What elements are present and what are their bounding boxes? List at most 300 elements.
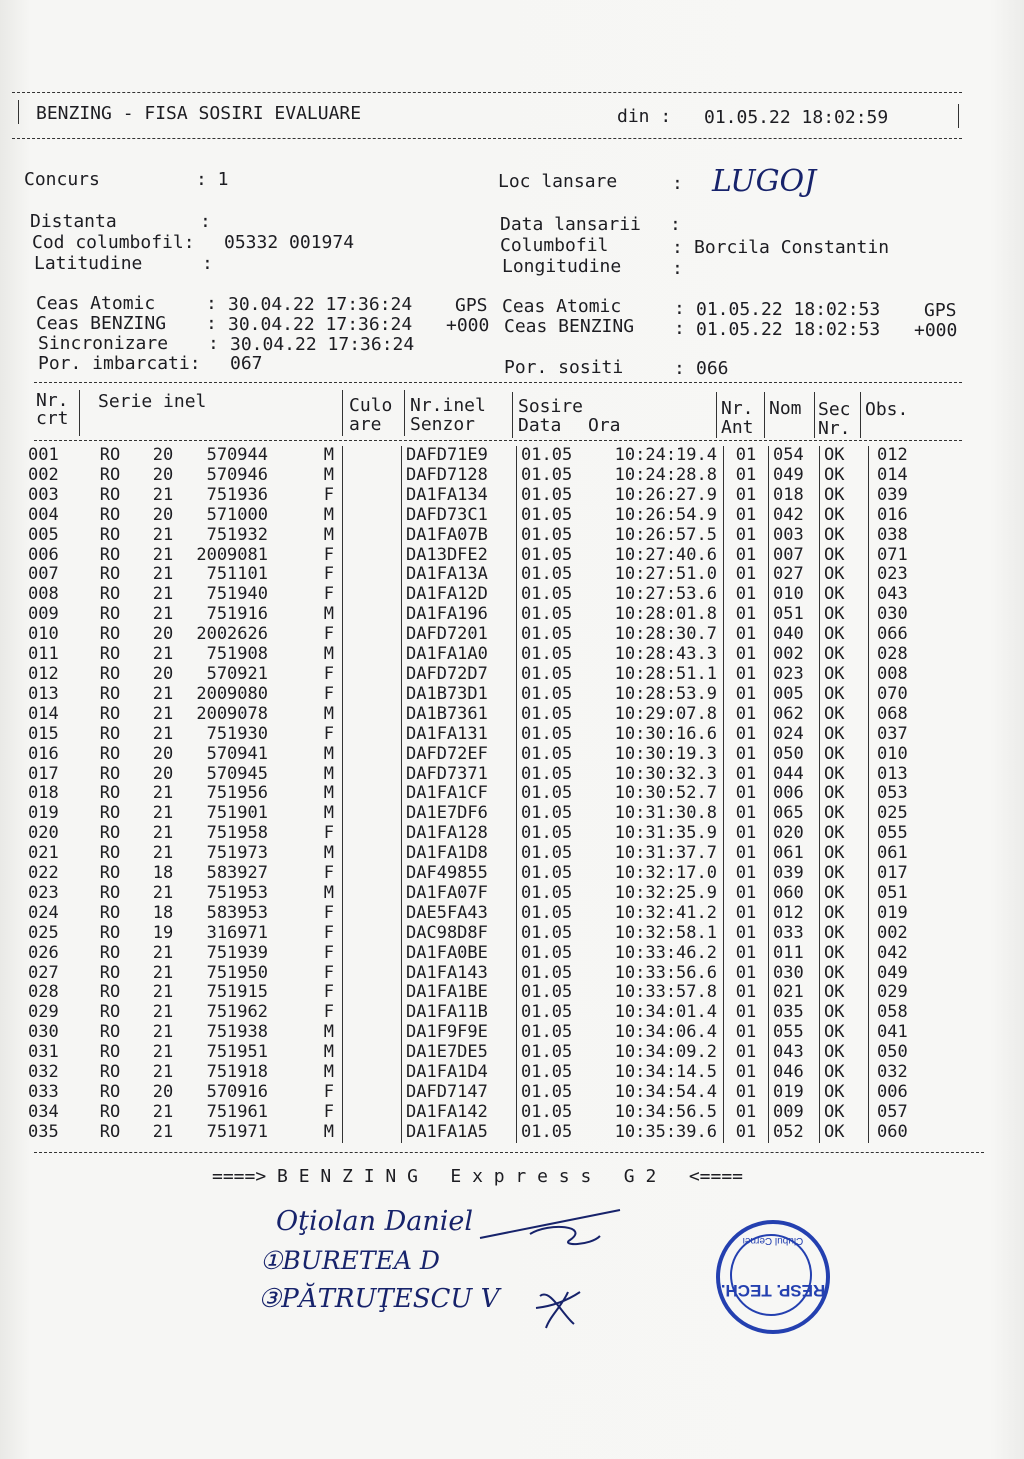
ceas-benzing-label-end: Ceas BENZING xyxy=(504,316,635,337)
cell-date: 01.05 xyxy=(517,1003,590,1023)
cell-date: 01.05 xyxy=(517,526,590,546)
cell-yr: 18 xyxy=(152,902,174,923)
ceas-benzing-start: 30.04.22 17:36:24 xyxy=(228,314,413,335)
cell-color xyxy=(343,824,402,844)
cell-yr: 21 xyxy=(152,962,174,983)
cell-nr: 026 xyxy=(28,942,59,963)
col-ora: Ora xyxy=(588,415,621,436)
cell-color xyxy=(343,546,402,566)
cell-sec: OK xyxy=(820,605,869,625)
cell-sex: F xyxy=(323,484,334,505)
cell-obs: 006 xyxy=(869,1083,938,1103)
cell-sensor: DA1FA131 xyxy=(402,725,517,745)
cell-ring: 2009081 xyxy=(196,544,268,565)
cell-sensor: DAFD7128 xyxy=(402,466,517,486)
cell-sec: OK xyxy=(820,665,869,685)
cell-ant: 01 xyxy=(724,526,769,546)
cell-ring: 751936 xyxy=(206,484,268,505)
columbofil-label: Columbofil xyxy=(500,235,609,256)
table-row xyxy=(28,506,937,526)
cell-color xyxy=(343,506,402,526)
cell-ring: 751956 xyxy=(206,783,268,804)
cell-nom: 054 xyxy=(769,446,820,466)
cell-obs: 066 xyxy=(869,625,938,645)
cell-nom: 009 xyxy=(769,1103,820,1123)
cell-yr: 21 xyxy=(152,703,174,724)
cell-date: 01.05 xyxy=(517,685,590,705)
cell-ant: 01 xyxy=(724,665,769,685)
table-row xyxy=(28,645,937,665)
signature-mark xyxy=(536,1292,580,1328)
header-right-bar xyxy=(958,104,959,128)
cell-time: 10:27:53.6 xyxy=(614,584,717,605)
cell-sec: OK xyxy=(820,844,869,864)
cell-ant: 01 xyxy=(724,924,769,944)
hdr-divider-3 xyxy=(404,390,405,436)
loc-lansare-label: Loc lansare xyxy=(498,171,618,192)
hdr-divider-1 xyxy=(79,390,80,436)
cell-yr: 21 xyxy=(152,683,174,704)
cell-yr: 20 xyxy=(152,663,174,684)
cell-ro: RO xyxy=(99,863,121,884)
cell-sec: OK xyxy=(820,784,869,804)
cell-sex: F xyxy=(323,922,334,943)
cell-date: 01.05 xyxy=(517,665,590,685)
cell-ro: RO xyxy=(99,743,121,764)
cell-nr: 027 xyxy=(28,962,59,983)
cell-ro: RO xyxy=(99,902,121,923)
cell-sex: F xyxy=(323,1002,334,1023)
imbarcati-label: Por. imbarcati: xyxy=(38,353,201,374)
cell-color xyxy=(343,964,402,984)
cell-yr: 21 xyxy=(152,1002,174,1023)
latitudine-label: Latitudine xyxy=(34,253,143,274)
cell-sec: OK xyxy=(820,864,869,884)
cell-sec: OK xyxy=(820,884,869,904)
cell-obs: 050 xyxy=(869,1043,938,1063)
cell-ro: RO xyxy=(99,484,121,505)
cell-sex: F xyxy=(323,544,334,565)
table-row xyxy=(28,446,937,466)
cell-date: 01.05 xyxy=(517,824,590,844)
cell-sex: M xyxy=(323,763,334,784)
cell-color xyxy=(343,645,402,665)
cell-obs: 028 xyxy=(869,645,938,665)
cell-date: 01.05 xyxy=(517,884,590,904)
col-sosire: Sosire xyxy=(518,396,584,417)
cell-nom: 050 xyxy=(769,745,820,765)
table-row xyxy=(28,1003,937,1023)
cell-sec: OK xyxy=(820,625,869,645)
cell-time: 10:33:57.8 xyxy=(614,982,717,1003)
cell-ant: 01 xyxy=(724,585,769,605)
cell-sex: M xyxy=(323,464,334,485)
cell-sex: F xyxy=(323,584,334,605)
cell-color xyxy=(343,446,402,466)
cell-ant: 01 xyxy=(724,884,769,904)
cell-ant: 01 xyxy=(724,765,769,785)
cell-time: 10:33:56.6 xyxy=(614,962,717,983)
cell-ro: RO xyxy=(99,962,121,983)
cell-sex: F xyxy=(323,1101,334,1122)
cell-ring: 751973 xyxy=(206,843,268,864)
cell-nom: 011 xyxy=(769,944,820,964)
cell-obs: 071 xyxy=(869,546,938,566)
cell-date: 01.05 xyxy=(517,1043,590,1063)
cell-date: 01.05 xyxy=(517,844,590,864)
cell-nom: 021 xyxy=(769,983,820,1003)
cell-color xyxy=(343,705,402,725)
cell-sensor: DAC98D8F xyxy=(402,924,517,944)
cell-yr: 21 xyxy=(152,843,174,864)
cell-nom: 012 xyxy=(769,904,820,924)
cell-nom: 046 xyxy=(769,1063,820,1083)
sincronizare-value: 30.04.22 17:36:24 xyxy=(230,334,415,355)
cell-nr: 012 xyxy=(28,663,59,684)
cell-sex: M xyxy=(323,604,334,625)
cell-nom: 049 xyxy=(769,466,820,486)
cell-sensor: DA1FA196 xyxy=(402,605,517,625)
cell-ro: RO xyxy=(99,464,121,485)
col-nom: Nom xyxy=(769,398,802,419)
cell-sec: OK xyxy=(820,585,869,605)
cell-ring: 571000 xyxy=(206,504,268,525)
cell-ro: RO xyxy=(99,763,121,784)
cell-ro: RO xyxy=(99,723,121,744)
cell-nom: 052 xyxy=(769,1123,820,1143)
cell-nr: 021 xyxy=(28,843,59,864)
cell-ring: 583927 xyxy=(206,863,268,884)
header-left-bar xyxy=(18,100,19,124)
cell-color xyxy=(343,1083,402,1103)
cell-ro: RO xyxy=(99,683,121,704)
footer-banner: ====> B E N Z I N G E x p r e s s G 2 <==== xyxy=(212,1166,744,1187)
cell-obs: 043 xyxy=(869,585,938,605)
table-bottom-border xyxy=(34,1152,984,1153)
cell-obs: 002 xyxy=(869,924,938,944)
cell-time: 10:32:41.2 xyxy=(614,902,717,923)
table-row xyxy=(28,844,937,864)
cell-color xyxy=(343,725,402,745)
cell-ant: 01 xyxy=(724,446,769,466)
cell-obs: 032 xyxy=(869,1063,938,1083)
col-nr-ant: Nr. xyxy=(721,398,754,419)
cell-nom: 039 xyxy=(769,864,820,884)
cell-date: 01.05 xyxy=(517,486,590,506)
cell-sensor: DA1FA143 xyxy=(402,964,517,984)
cell-yr: 21 xyxy=(152,1022,174,1043)
cell-ro: RO xyxy=(99,882,121,903)
cell-ant: 01 xyxy=(724,506,769,526)
table-row xyxy=(28,944,937,964)
cell-ro: RO xyxy=(99,823,121,844)
cell-ro: RO xyxy=(99,1082,121,1102)
cell-sec: OK xyxy=(820,1043,869,1063)
cell-sensor: DA1FA1D4 xyxy=(402,1063,517,1083)
cell-time: 10:32:25.9 xyxy=(614,882,717,903)
cell-yr: 20 xyxy=(152,624,174,645)
table-row xyxy=(28,526,937,546)
cell-date: 01.05 xyxy=(517,546,590,566)
cell-ring: 583953 xyxy=(206,902,268,923)
cell-date: 01.05 xyxy=(517,765,590,785)
cell-sec: OK xyxy=(820,685,869,705)
cell-sex: F xyxy=(323,823,334,844)
cell-sex: F xyxy=(323,982,334,1003)
table-row xyxy=(28,585,937,605)
ceas-benzing-colon: : xyxy=(206,313,217,334)
cell-nr: 001 xyxy=(28,445,59,465)
cell-date: 01.05 xyxy=(517,1083,590,1103)
cell-sec: OK xyxy=(820,446,869,466)
cell-color xyxy=(343,1063,402,1083)
cell-sec: OK xyxy=(820,1103,869,1123)
cell-obs: 051 xyxy=(869,884,938,904)
cell-time: 10:34:06.4 xyxy=(614,1022,717,1043)
cell-sensor: DA1FA1BE xyxy=(402,983,517,1003)
cell-color xyxy=(343,565,402,585)
cell-color xyxy=(343,526,402,546)
cell-nom: 023 xyxy=(769,665,820,685)
cell-obs: 014 xyxy=(869,466,938,486)
cell-date: 01.05 xyxy=(517,904,590,924)
cell-ant: 01 xyxy=(724,725,769,745)
table-row xyxy=(28,546,937,566)
cell-ring: 751930 xyxy=(206,723,268,744)
cell-color xyxy=(343,765,402,785)
cell-ro: RO xyxy=(99,624,121,645)
cell-ant: 01 xyxy=(724,565,769,585)
cell-yr: 20 xyxy=(152,1082,174,1102)
cell-time: 10:24:19.4 xyxy=(614,445,717,465)
hdr-divider-6 xyxy=(764,392,765,438)
cell-color xyxy=(343,1023,402,1043)
cell-color xyxy=(343,605,402,625)
longitudine-colon: : xyxy=(672,258,683,279)
cell-ant: 01 xyxy=(724,784,769,804)
cell-yr: 20 xyxy=(152,464,174,485)
cell-yr: 21 xyxy=(152,783,174,804)
cell-ant: 01 xyxy=(724,685,769,705)
cell-ring: 751950 xyxy=(206,962,268,983)
cell-nr: 008 xyxy=(28,584,59,605)
cell-obs: 060 xyxy=(869,1123,938,1143)
table-header-border xyxy=(34,440,962,441)
cell-ant: 01 xyxy=(724,1123,769,1143)
table-row xyxy=(28,864,937,884)
cell-ring: 751962 xyxy=(206,1002,268,1023)
cell-ant: 01 xyxy=(724,466,769,486)
cell-obs: 025 xyxy=(869,804,938,824)
cell-nr: 019 xyxy=(28,803,59,824)
cell-ant: 01 xyxy=(724,486,769,506)
cell-sensor: DA1E7DE5 xyxy=(402,1043,517,1063)
cell-color xyxy=(343,486,402,506)
cell-ant: 01 xyxy=(724,844,769,864)
sincronizare-colon: : xyxy=(208,333,219,354)
cell-obs: 029 xyxy=(869,983,938,1003)
cell-time: 10:28:53.9 xyxy=(614,683,717,704)
table-row xyxy=(28,1123,937,1143)
cell-time: 10:26:27.9 xyxy=(614,484,717,505)
cell-nom: 030 xyxy=(769,964,820,984)
ceas-atomic-start: 30.04.22 17:36:24 xyxy=(228,294,413,315)
cell-sensor: DAFD72D7 xyxy=(402,665,517,685)
cell-nr: 017 xyxy=(28,763,59,784)
ceas-benzing-label: Ceas BENZING xyxy=(36,313,167,334)
cell-nr: 009 xyxy=(28,604,59,625)
cell-sex: F xyxy=(323,723,334,744)
cell-yr: 20 xyxy=(152,504,174,525)
hdr-divider-8 xyxy=(860,392,861,438)
cell-color xyxy=(343,924,402,944)
cell-nom: 044 xyxy=(769,765,820,785)
cell-sensor: DA1FA0BE xyxy=(402,944,517,964)
cell-color xyxy=(343,585,402,605)
cell-ro: RO xyxy=(99,564,121,585)
cell-nr: 016 xyxy=(28,743,59,764)
cell-ant: 01 xyxy=(724,964,769,984)
offset-start: +000 xyxy=(446,315,490,336)
cell-ring: 570945 xyxy=(206,763,268,784)
cell-ant: 01 xyxy=(724,864,769,884)
cell-sex: F xyxy=(323,663,334,684)
cell-obs: 019 xyxy=(869,904,938,924)
cell-time: 10:27:40.6 xyxy=(614,544,717,565)
cell-yr: 21 xyxy=(152,1101,174,1122)
cell-ro: RO xyxy=(99,604,121,625)
gps-label-end: GPS xyxy=(924,300,957,321)
cell-ro: RO xyxy=(99,1002,121,1023)
cell-ro: RO xyxy=(99,504,121,525)
cell-sex: M xyxy=(323,1042,334,1063)
table-row xyxy=(28,705,937,725)
cell-nr: 020 xyxy=(28,823,59,844)
cell-date: 01.05 xyxy=(517,705,590,725)
cell-ring: 751951 xyxy=(206,1042,268,1063)
cell-sensor: DAFD71E9 xyxy=(402,446,517,466)
cell-sensor: DA1FA11B xyxy=(402,1003,517,1023)
cell-sex: F xyxy=(323,863,334,884)
arrivals-table-body xyxy=(28,446,937,1143)
cell-nr: 030 xyxy=(28,1022,59,1043)
col-senzor: Senzor xyxy=(410,414,476,435)
cell-date: 01.05 xyxy=(517,1063,590,1083)
cell-ring: 2009080 xyxy=(196,683,268,704)
table-row xyxy=(28,983,937,1003)
cell-color xyxy=(343,804,402,824)
cell-date: 01.05 xyxy=(517,1023,590,1043)
cell-time: 10:30:52.7 xyxy=(614,783,717,804)
cell-time: 10:35:39.6 xyxy=(614,1121,717,1142)
cell-date: 01.05 xyxy=(517,964,590,984)
cell-sex: F xyxy=(323,1082,334,1102)
cell-sex: M xyxy=(323,843,334,864)
table-row xyxy=(28,565,937,585)
loc-lansare-handwritten: LUGOJ xyxy=(712,164,817,199)
table-row xyxy=(28,824,937,844)
cell-ant: 01 xyxy=(724,645,769,665)
cell-sex: F xyxy=(323,962,334,983)
table-row xyxy=(28,884,937,904)
cell-nom: 040 xyxy=(769,625,820,645)
cell-nom: 035 xyxy=(769,1003,820,1023)
cell-time: 10:32:58.1 xyxy=(614,922,717,943)
cell-sensor: DA1FA13A xyxy=(402,565,517,585)
cell-ant: 01 xyxy=(724,824,769,844)
cell-ro: RO xyxy=(99,1042,121,1063)
cell-time: 10:28:43.3 xyxy=(614,644,717,665)
cell-sensor: DA1B7361 xyxy=(402,705,517,725)
table-row xyxy=(28,964,937,984)
cell-sec: OK xyxy=(820,765,869,785)
sositi-label: Por. sositi xyxy=(504,357,624,378)
cell-nom: 019 xyxy=(769,1083,820,1103)
cell-yr: 21 xyxy=(152,644,174,665)
cell-sex: M xyxy=(323,644,334,665)
cell-sec: OK xyxy=(820,1003,869,1023)
cell-time: 10:28:01.8 xyxy=(614,604,717,625)
cell-ring: 2009078 xyxy=(196,703,268,724)
cell-nom: 062 xyxy=(769,705,820,725)
cell-nr: 028 xyxy=(28,982,59,1003)
cell-ant: 01 xyxy=(724,904,769,924)
cell-sec: OK xyxy=(820,526,869,546)
cell-sec: OK xyxy=(820,944,869,964)
cell-ant: 01 xyxy=(724,625,769,645)
cell-nom: 018 xyxy=(769,486,820,506)
cell-sex: F xyxy=(323,683,334,704)
cell-sec: OK xyxy=(820,904,869,924)
cell-ring: 570946 xyxy=(206,464,268,485)
cell-sec: OK xyxy=(820,565,869,585)
cell-date: 01.05 xyxy=(517,466,590,486)
report-title: BENZING - FISA SOSIRI EVALUARE xyxy=(36,103,362,124)
ceas-atomic-end: 01.05.22 18:02:53 xyxy=(696,299,881,320)
cell-nr: 002 xyxy=(28,464,59,485)
cell-time: 10:24:28.8 xyxy=(614,464,717,485)
cell-color xyxy=(343,983,402,1003)
sositi-value: 066 xyxy=(696,358,729,379)
cell-time: 10:28:30.7 xyxy=(614,624,717,645)
cell-ring: 751971 xyxy=(206,1121,268,1142)
cell-ring: 751939 xyxy=(206,942,268,963)
cell-sensor: DA1FA1A5 xyxy=(402,1123,517,1143)
cell-yr: 21 xyxy=(152,484,174,505)
cell-ant: 01 xyxy=(724,1043,769,1063)
cell-sex: F xyxy=(323,564,334,585)
cell-sex: M xyxy=(323,882,334,903)
cell-time: 10:34:01.4 xyxy=(614,1002,717,1023)
cell-sensor: DAF49855 xyxy=(402,864,517,884)
cell-time: 10:34:54.4 xyxy=(614,1082,717,1102)
cell-color xyxy=(343,1123,402,1143)
cell-sensor: DA1FA142 xyxy=(402,1103,517,1123)
cell-ring: 751916 xyxy=(206,604,268,625)
cell-sex: M xyxy=(323,1062,334,1083)
cell-obs: 055 xyxy=(869,824,938,844)
cell-color xyxy=(343,844,402,864)
cell-ring: 751908 xyxy=(206,644,268,665)
cell-yr: 21 xyxy=(152,1042,174,1063)
signature-stroke xyxy=(480,1210,620,1238)
cell-time: 10:26:57.5 xyxy=(614,524,717,545)
cell-sec: OK xyxy=(820,804,869,824)
columbofil-colon: : xyxy=(672,237,683,258)
table-row xyxy=(28,466,937,486)
cell-obs: 030 xyxy=(869,605,938,625)
cell-ant: 01 xyxy=(724,705,769,725)
